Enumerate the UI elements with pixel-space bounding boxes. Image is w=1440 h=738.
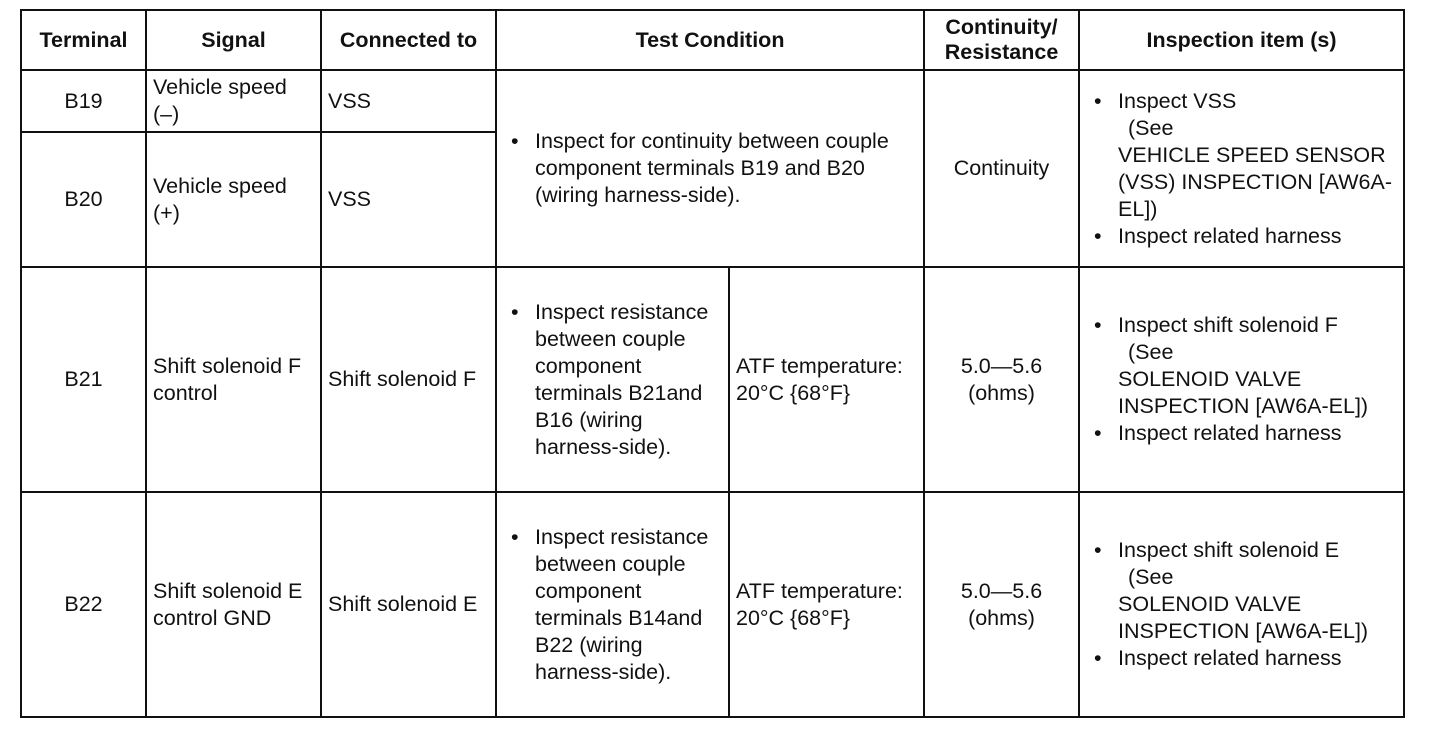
header-inspection-items: Inspection item (s) (1079, 10, 1404, 70)
inspection-main-text: Inspect shift solenoid F (1118, 313, 1338, 337)
table-row (21, 267, 1404, 492)
inspection-item (1086, 537, 1397, 645)
see-text: (See (1128, 115, 1174, 140)
reference-link[interactable]: VEHICLE SPEED SENSOR (VSS) INSPECTION [AW6A-EL]) (1118, 142, 1392, 221)
bullet-list (1086, 312, 1397, 447)
signal-cell: Vehicle speed (+) (146, 132, 321, 267)
header-test-condition: Test Condition (496, 10, 924, 70)
terminal-cell: B21 (21, 267, 146, 492)
inspection-item (1086, 312, 1397, 420)
inspection-harness-item: • Inspect related harness (1086, 645, 1397, 672)
bullet-list (1086, 537, 1397, 672)
header-connected-to: Connected to (321, 10, 496, 70)
temperature-cell: ATF temperature: 20°C {68°F} (729, 267, 924, 492)
inspection-item (1086, 88, 1397, 223)
test-condition-text: • Inspect resistance between couple component terminals B21and B16 (wiring harness-side). (503, 299, 722, 461)
see-text: (See (1128, 340, 1174, 364)
reference-link[interactable]: SOLENOID VALVE INSPECTION [AW6A-EL]) (1118, 592, 1369, 643)
terminal-cell: B19 (21, 70, 146, 132)
test-condition-cell (496, 492, 729, 717)
test-condition-cell (496, 267, 729, 492)
test-condition-text: • Inspect resistance between couple component terminals B14and B22 (wiring harness-side). (503, 524, 722, 686)
test-condition-cell (496, 70, 924, 267)
signal-cell: Vehicle speed (–) (146, 70, 321, 132)
signal-cell: Shift solenoid E control GND (146, 492, 321, 717)
header-continuity-resistance: Continuity/ Resistance (924, 10, 1079, 70)
connected-to-cell: VSS (321, 70, 496, 132)
connected-to-cell: Shift solenoid F (321, 267, 496, 492)
see-text: (See (1128, 565, 1174, 589)
signal-cell: Shift solenoid F control (146, 267, 321, 492)
continuity-cell: 5.0—5.6 (ohms) (924, 492, 1079, 717)
bullet-list (503, 524, 722, 686)
reference-link[interactable]: SOLENOID VALVE INSPECTION [AW6A-EL]) (1118, 367, 1369, 418)
inspection-main-text: Inspect shift solenoid E (1118, 538, 1340, 562)
table-row (21, 492, 1404, 717)
inspection-cell (1079, 492, 1404, 717)
table-row (21, 70, 1404, 132)
bullet-list (503, 299, 722, 461)
inspection-harness-item: • Inspect related harness (1086, 420, 1397, 447)
terminal-inspection-table (20, 9, 1405, 718)
inspection-cell (1079, 70, 1404, 267)
terminal-cell: B22 (21, 492, 146, 717)
connected-to-cell: VSS (321, 132, 496, 267)
header-signal: Signal (146, 10, 321, 70)
continuity-cell: Continuity (924, 70, 1079, 267)
continuity-cell: 5.0—5.6 (ohms) (924, 267, 1079, 492)
inspection-cell (1079, 267, 1404, 492)
inspection-main-text: Inspect VSS (1118, 88, 1237, 113)
bullet-list (1086, 88, 1397, 250)
terminal-cell: B20 (21, 132, 146, 267)
test-condition-text: • Inspect for continuity between couple component terminals B19 and B20 (wiring harness-side). (503, 128, 917, 209)
bullet-list (503, 128, 917, 209)
header-terminal: Terminal (21, 10, 146, 70)
inspection-harness-item: • Inspect related harness (1086, 223, 1397, 250)
temperature-cell: ATF temperature: 20°C {68°F} (729, 492, 924, 717)
header-row (21, 10, 1404, 70)
connected-to-cell: Shift solenoid E (321, 492, 496, 717)
